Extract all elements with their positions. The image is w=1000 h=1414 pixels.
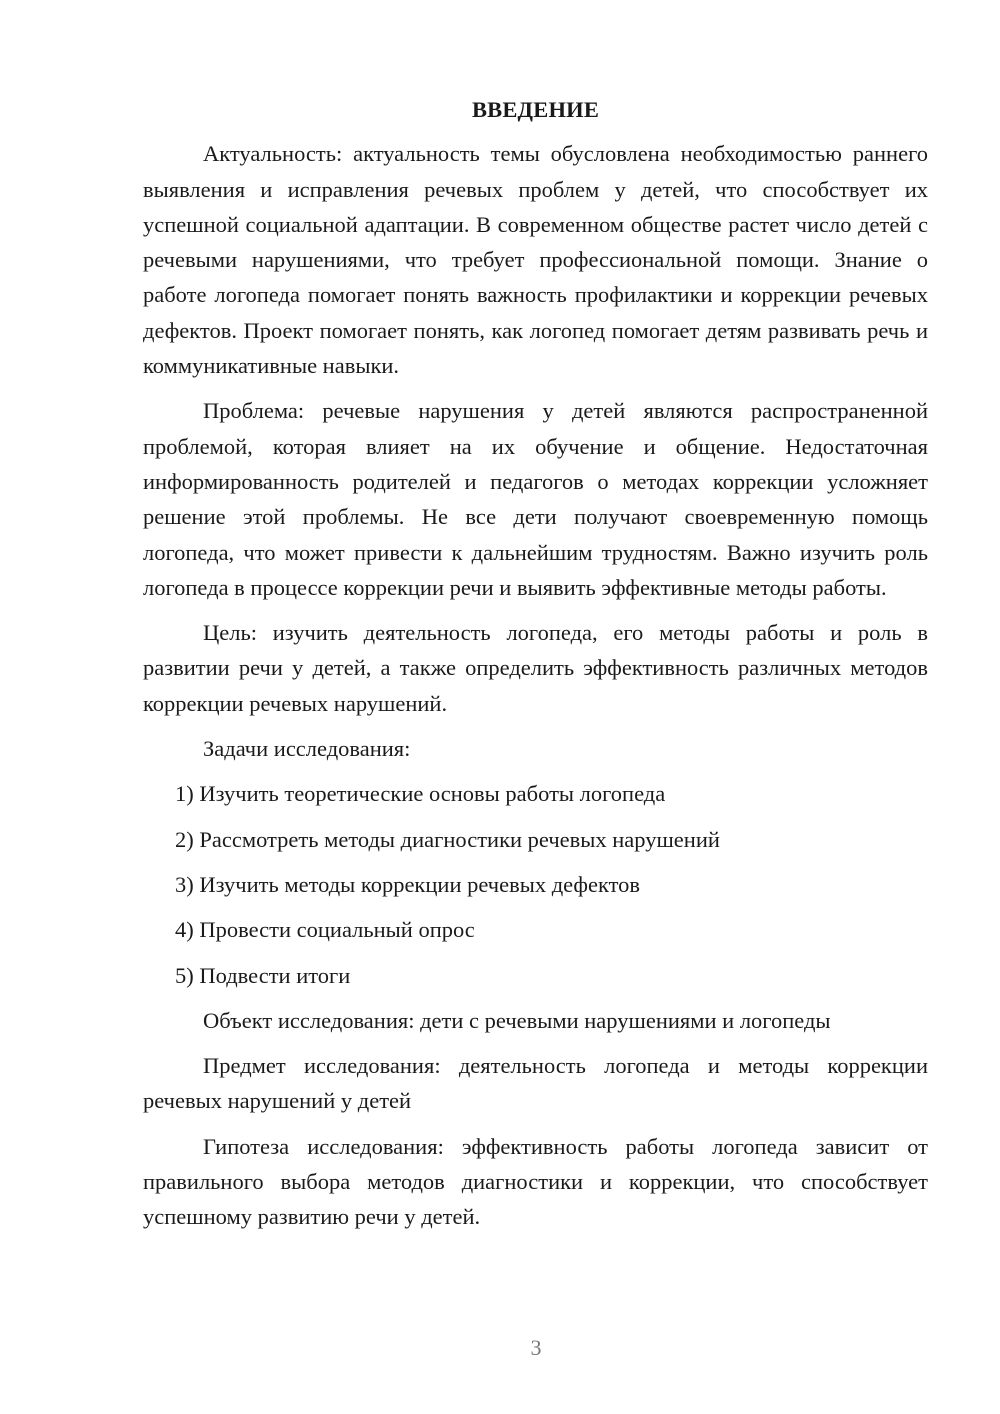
- relevance-paragraph: Актуальность: актуальность темы обусловлена необходимостью раннего выявления и исправления речевых проблем у детей, что способствует их успешной социальной адаптации. В современном обществе растет число детей с речевыми нарушениями, что требует профессиональной помощи. Знание о работе логопеда помогает понять важность профилактики и коррекции речевых дефектов. Проект помогает понять, как логопед помогает детям развивать речь и коммуникативные навыки.: [143, 141, 928, 379]
- task-item-4: 4) Провести социальный опрос: [175, 917, 475, 943]
- problem-paragraph: Проблема: речевые нарушения у детей являются распространенной проблемой, которая влияет на их обучение и общение. Недостаточная информированность родителей и педагогов о методах коррекции усложняет решение этой проблемы. Не все дети получают своевременную помощь логопеда, что может привести к дальнейшим трудностям. Важно изучить роль логопеда в процессе коррекции речи и выявить эффективные методы работы.: [143, 398, 928, 600]
- tasks-list: [143, 776, 928, 992]
- task-item-1: 1) Изучить теоретические основы работы логопеда: [175, 781, 666, 807]
- task-item-2: 2) Рассмотреть методы диагностики речевых нарушений: [175, 826, 720, 852]
- document-page: [143, 92, 928, 1245]
- hypothesis-paragraph: Гипотеза исследования: эффективность работы логопеда зависит от правильного выбора методов диагностики и коррекции, что способствует успешному развитию речи у детей.: [143, 1133, 928, 1230]
- object-paragraph: Объект исследования: дети с речевыми нарушениями и логопеды: [203, 1007, 831, 1033]
- task-item-3: 3) Изучить методы коррекции речевых дефектов: [175, 871, 641, 897]
- section-heading: ВВЕДЕНИЕ: [471, 97, 600, 122]
- task-item-5: 5) Подвести итоги: [175, 962, 351, 988]
- goal-paragraph: Цель: изучить деятельность логопеда, его методы работы и роль в развитии речи у детей, а также определить эффективность различных методов коррекции речевых нарушений.: [143, 620, 928, 716]
- page-number: 3: [530, 1335, 542, 1360]
- subject-paragraph: Предмет исследования: деятельность логопеда и методы коррекции речевых нарушений у детей: [143, 1053, 928, 1114]
- tasks-title: Задачи исследования:: [203, 736, 411, 762]
